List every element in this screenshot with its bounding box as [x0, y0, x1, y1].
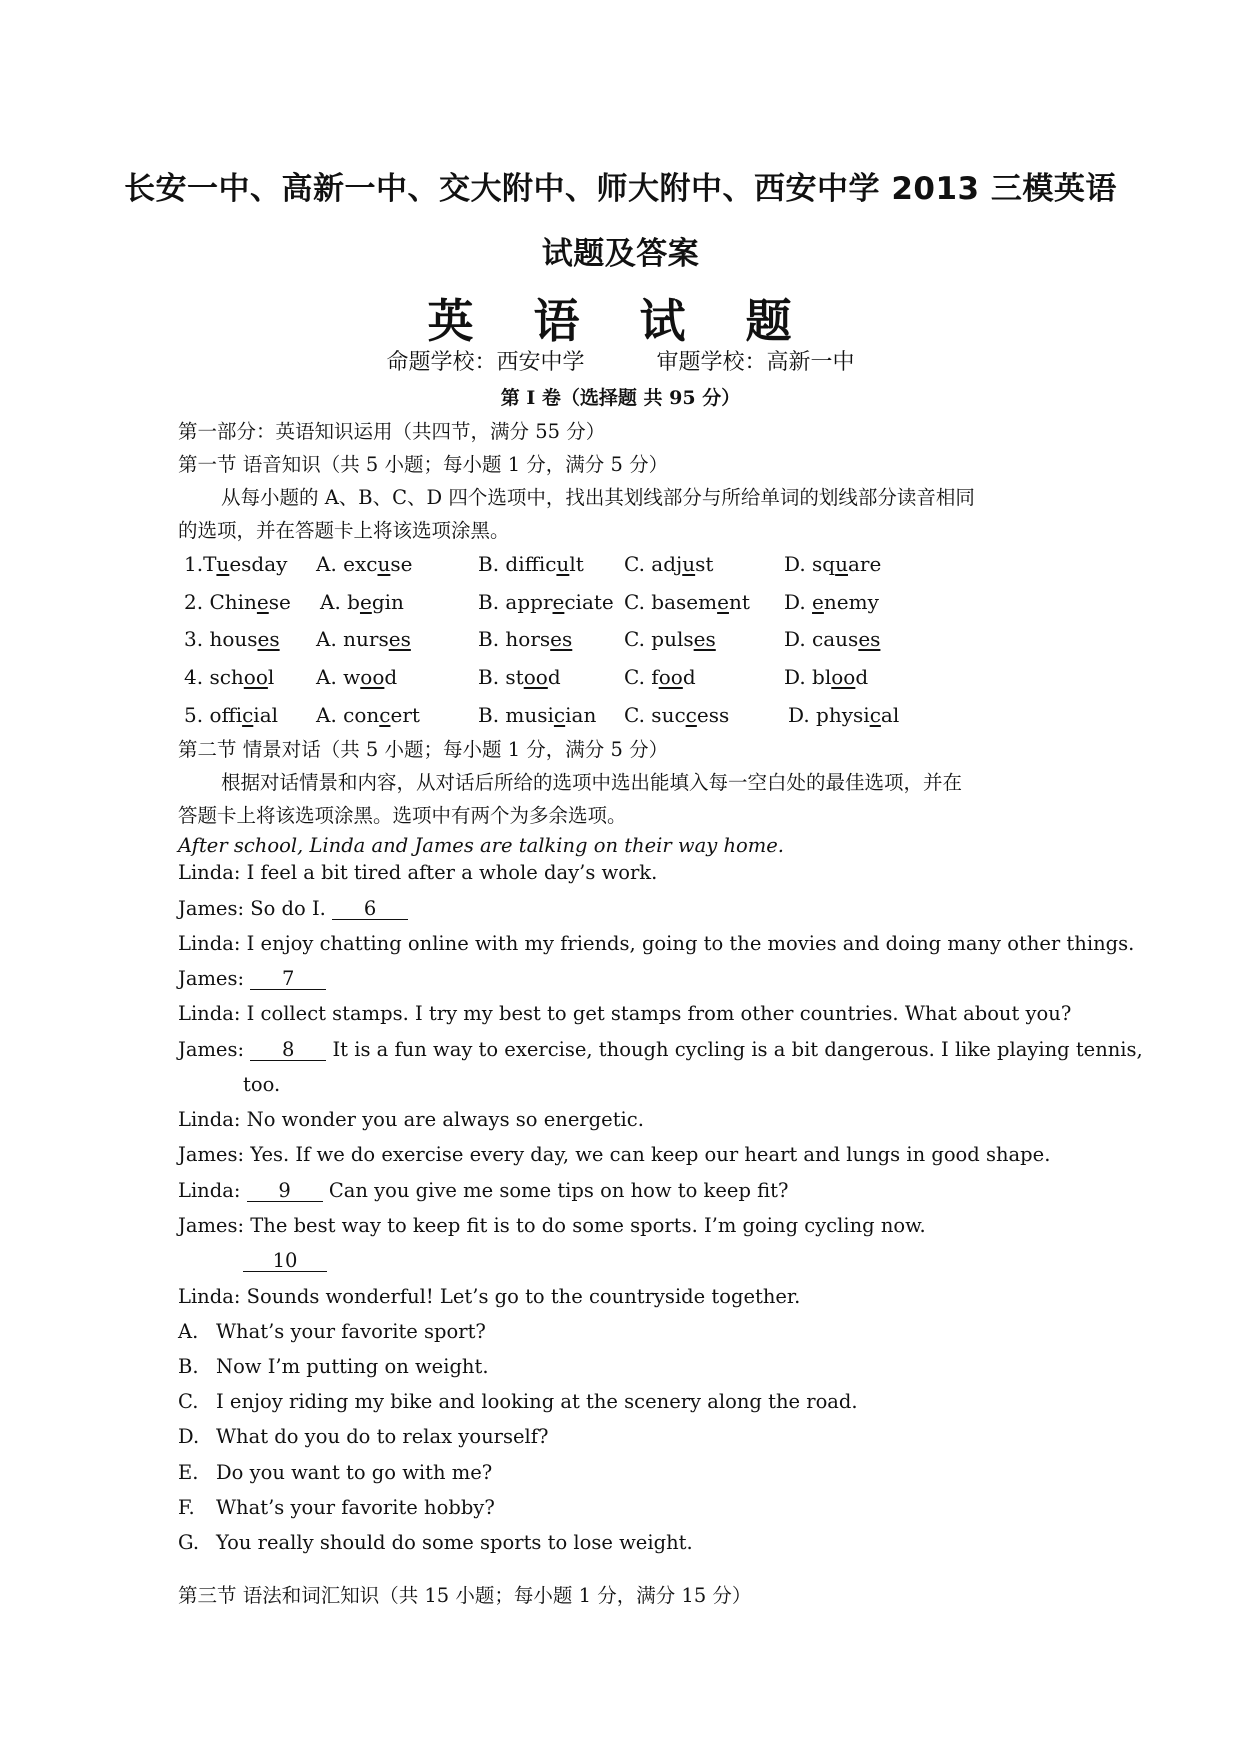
answer-blank: 6: [332, 899, 408, 920]
question-option: B. horses: [478, 627, 573, 651]
question-option: A. begin: [320, 590, 404, 614]
underlined-letters: u: [377, 552, 391, 576]
school-info: [0, 345, 1241, 376]
section1-instruction: 从每小题的 A、B、C、D 四个选项中，找出其划线部分与所给单词的划线部分读音相同: [221, 486, 975, 509]
option-text: What’s your favorite sport?: [216, 1320, 486, 1343]
option-letter: G.: [178, 1531, 200, 1554]
question-word: 5. official: [184, 703, 279, 727]
answer-blank: 9: [247, 1181, 323, 1202]
option-item: [178, 1496, 495, 1519]
speaker-name: Linda:: [178, 1108, 241, 1131]
option-text: Do you want to go with me?: [216, 1461, 493, 1484]
underlined-letters: c: [869, 703, 881, 727]
question-option: D. causes: [784, 627, 881, 651]
underlined-letters: e: [256, 590, 269, 614]
underlined-letters: oo: [831, 665, 856, 689]
setter-school: 命题学校：西安中学: [386, 350, 585, 375]
section2-instruction: 根据对话情景和内容，从对话后所给的选项中选出能填入每一空白处的最佳选项，并在: [221, 771, 963, 794]
underlined-letters: c: [242, 703, 254, 727]
question-option: D. blood: [784, 665, 869, 689]
answer-blank: 7: [250, 969, 326, 990]
dialogue-line: James: Yes. If we do exercise every day, we can keep our heart and lungs in good shape.: [178, 1143, 1051, 1166]
dialogue-line: [178, 967, 326, 990]
question-option: C. success: [624, 703, 730, 727]
option-letter: F.: [178, 1496, 195, 1519]
underlined-letters: e: [717, 590, 729, 614]
speaker-name: James:: [178, 1214, 245, 1237]
dialogue-line: Linda: 9 Can you give me some tips on how to keep fit?: [178, 1179, 789, 1202]
dialogue-line: James: So do I. 6: [178, 897, 408, 920]
dialogue-line: Linda: I feel a bit tired after a whole day’s work.: [178, 861, 658, 884]
section1-instruction-cont: 的选项，并在答题卡上将该选项涂黑。: [178, 519, 510, 542]
underlined-letters: oo: [360, 665, 385, 689]
underlined-letters: es: [257, 627, 280, 651]
option-letter: C.: [178, 1390, 199, 1413]
speaker-name: James:: [178, 897, 245, 920]
underlined-letters: u: [556, 552, 570, 576]
question-option: D. enemy: [784, 590, 879, 614]
question-option: A. wood: [316, 665, 398, 689]
question-word: 2. Chinese: [184, 590, 291, 614]
part1-heading: 第一部分：英语知识运用（共四节，满分 55 分）: [178, 420, 606, 443]
underlined-letters: es: [693, 627, 716, 651]
dialogue-line: [243, 1249, 327, 1272]
option-text: You really should do some sports to lose weight.: [216, 1531, 693, 1554]
section2-heading: 第二节 情景对话（共 5 小题；每小题 1 分，满分 5 分）: [178, 738, 669, 761]
dialogue-line: Linda: I enjoy chatting online with my friends, going to the movies and doing many other things.: [178, 932, 1135, 955]
answer-blank: 8: [250, 1040, 326, 1061]
dialogue-line: James: The best way to keep fit is to do some sports. I’m going cycling now.: [178, 1214, 926, 1237]
question-option: C. adjust: [624, 552, 714, 576]
question-word: 3. houses: [184, 627, 280, 651]
option-item: [178, 1390, 858, 1413]
reviewer-school: 审题学校：高新一中: [656, 350, 855, 375]
volume-heading: 第 I 卷（选择题 共 95 分）: [500, 387, 741, 409]
underlined-letters: oo: [523, 665, 548, 689]
underlined-letters: c: [553, 703, 566, 727]
dialogue-line: Linda: No wonder you are always so energetic.: [178, 1108, 644, 1131]
question-word: 1.Tuesday: [184, 552, 288, 576]
section1-heading: 第一节 语音知识（共 5 小题；每小题 1 分，满分 5 分）: [178, 453, 669, 476]
option-item: [178, 1531, 693, 1554]
question-option: B. difficult: [478, 552, 584, 576]
dialogue-scene: After school, Linda and James are talking on their way home.: [178, 834, 784, 857]
option-letter: E.: [178, 1461, 199, 1484]
dialogue-line: James: 8 It is a fun way to exercise, though cycling is a bit dangerous. I like playing tennis,: [178, 1038, 1143, 1061]
speaker-name: Linda:: [178, 861, 241, 884]
question-word: 4. school: [184, 665, 275, 689]
speaker-name: Linda:: [178, 1285, 241, 1308]
dialogue-line: Linda: I collect stamps. I try my best to get stamps from other countries. What about you?: [178, 1002, 1072, 1025]
underlined-letters: e: [359, 590, 372, 614]
underlined-letters: es: [550, 627, 573, 651]
speaker-name: Linda:: [178, 1179, 241, 1202]
option-letter: A.: [178, 1320, 199, 1343]
option-text: Now I’m putting on weight.: [216, 1355, 489, 1378]
dialogue-line: Linda: Sounds wonderful! Let’s go to the countryside together.: [178, 1285, 801, 1308]
option-item: [178, 1461, 492, 1484]
underlined-letters: e: [812, 590, 824, 614]
underlined-letters: u: [835, 552, 848, 576]
underlined-letters: es: [388, 627, 411, 651]
speaker-name: Linda:: [178, 932, 241, 955]
option-letter: B.: [178, 1355, 199, 1378]
answer-blank: 10: [243, 1251, 327, 1272]
question-option: C. food: [624, 665, 696, 689]
dialogue-line: too.: [243, 1073, 281, 1096]
exam-main-title: 英 语 试 题: [427, 294, 814, 348]
underlined-letters: u: [682, 552, 696, 576]
document-title-line1: 长安一中、高新一中、交大附中、师大附中、西安中学 2013 三模英语: [124, 171, 1117, 207]
underlined-letters: es: [858, 627, 881, 651]
option-item: [178, 1320, 486, 1343]
question-option: C. basement: [624, 590, 750, 614]
question-option: A. concert: [316, 703, 420, 727]
question-option: C. pulses: [624, 627, 716, 651]
underlined-letters: c: [379, 703, 391, 727]
option-letter: D.: [178, 1425, 200, 1448]
option-text: What’s your favorite hobby?: [216, 1496, 495, 1519]
question-option: B. appreciate: [478, 590, 614, 614]
question-option: B. musician: [478, 703, 597, 727]
question-option: D. physical: [788, 703, 900, 727]
document-title-line2: 试题及答案: [541, 236, 700, 272]
option-item: [178, 1355, 489, 1378]
question-option: D. square: [784, 552, 882, 576]
underlined-letters: oo: [658, 665, 683, 689]
question-option: A. excuse: [316, 552, 413, 576]
underlined-letters: oo: [243, 665, 268, 689]
speaker-name: James:: [178, 1038, 245, 1061]
option-text: I enjoy riding my bike and looking at the scenery along the road.: [216, 1390, 858, 1413]
speaker-name: Linda:: [178, 1002, 241, 1025]
underlined-letters: u: [216, 552, 230, 576]
section3-heading: 第三节 语法和词汇知识（共 15 小题；每小题 1 分，满分 15 分）: [178, 1584, 752, 1607]
question-option: A. nurses: [316, 627, 411, 651]
option-text: What do you do to relax yourself?: [216, 1425, 549, 1448]
question-option: B. stood: [478, 665, 561, 689]
underlined-letters: e: [552, 590, 565, 614]
speaker-name: James:: [178, 1143, 245, 1166]
section2-instruction-cont: 答题卡上将该选项涂黑。选项中有两个为多余选项。: [178, 804, 627, 827]
option-item: [178, 1425, 548, 1448]
underlined-letters: c: [685, 703, 697, 727]
speaker-name: James:: [178, 967, 245, 990]
